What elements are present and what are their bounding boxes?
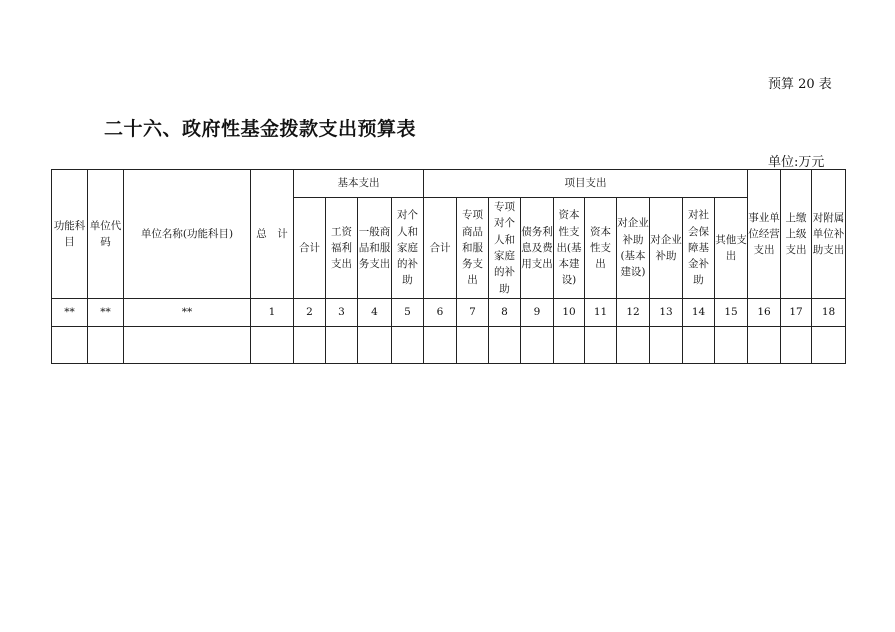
page-title: 二十六、政府性基金拨款支出预算表 [104,118,417,140]
table-cell [251,327,294,364]
table-cell: 17 [781,299,812,327]
header-project-col: 专项对个人和家庭的补助 [489,198,521,299]
header-unit-name: 单位名称(功能科目) [124,170,251,299]
table-cell: 2 [294,299,326,327]
unit-label: 单位:万元 [768,155,825,170]
table-cell [88,327,124,364]
table-cell: 12 [617,299,650,327]
table-cell [715,327,748,364]
table-cell: 7 [457,299,489,327]
header-project-expenditure: 项目支出 [424,170,748,198]
header-upper-pay: 上缴上级支出 [781,170,812,299]
table-cell [457,327,489,364]
header-row-group [52,170,846,198]
table-cell: 9 [521,299,554,327]
header-project-col: 对企业补助 [650,198,683,299]
table-cell: 8 [489,299,521,327]
header-project-col: 专项商品和服务支出 [457,198,489,299]
table-cell: 6 [424,299,457,327]
index-row [52,299,846,327]
table-cell [124,327,251,364]
table-cell [554,327,585,364]
table-cell: 3 [326,299,358,327]
header-subsidy-affiliates: 对附属单位补助支出 [812,170,846,299]
header-basic-expenditure: 基本支出 [294,170,424,198]
table-cell [781,327,812,364]
table-cell [52,327,88,364]
table-cell: 4 [358,299,392,327]
form-number: 预算 20 表 [768,77,832,92]
table-cell: 5 [392,299,424,327]
table-cell: ** [52,299,88,327]
table-cell: 1 [251,299,294,327]
header-project-col: 其他支出 [715,198,748,299]
header-basic-col: 一般商品和服务支出 [358,198,392,299]
table-cell [683,327,715,364]
header-project-col: 债务利息及费用支出 [521,198,554,299]
header-project-col: 对企业补助(基本建设) [617,198,650,299]
header-project-col: 资本性支出 [585,198,617,299]
table-cell [650,327,683,364]
table-cell: 14 [683,299,715,327]
table-cell [392,327,424,364]
table-cell [294,327,326,364]
table-cell: 10 [554,299,585,327]
table-cell: 11 [585,299,617,327]
table-cell: 15 [715,299,748,327]
table-cell: 13 [650,299,683,327]
table-cell [489,327,521,364]
header-enterprise-ops: 事业单位经营支出 [748,170,781,299]
table-cell: ** [88,299,124,327]
table-cell [424,327,457,364]
table-cell [358,327,392,364]
table-cell [326,327,358,364]
table-cell [521,327,554,364]
table-cell [617,327,650,364]
header-project-col: 对社会保障基金补助 [683,198,715,299]
table-cell: 18 [812,299,846,327]
header-project-col: 资本性支出(基本建设) [554,198,585,299]
budget-table [51,169,846,364]
header-project-col: 合计 [424,198,457,299]
table-cell: 16 [748,299,781,327]
table-cell [812,327,846,364]
header-func-subject: 功能科目 [52,170,88,299]
header-basic-col: 工资福利支出 [326,198,358,299]
table-cell [585,327,617,364]
table-cell: ** [124,299,251,327]
header-unit-code: 单位代码 [88,170,124,299]
table-cell [748,327,781,364]
header-basic-col: 合计 [294,198,326,299]
data-row-empty [52,327,846,364]
header-basic-col: 对个人和家庭的补助 [392,198,424,299]
header-total: 总 计 [251,170,294,299]
